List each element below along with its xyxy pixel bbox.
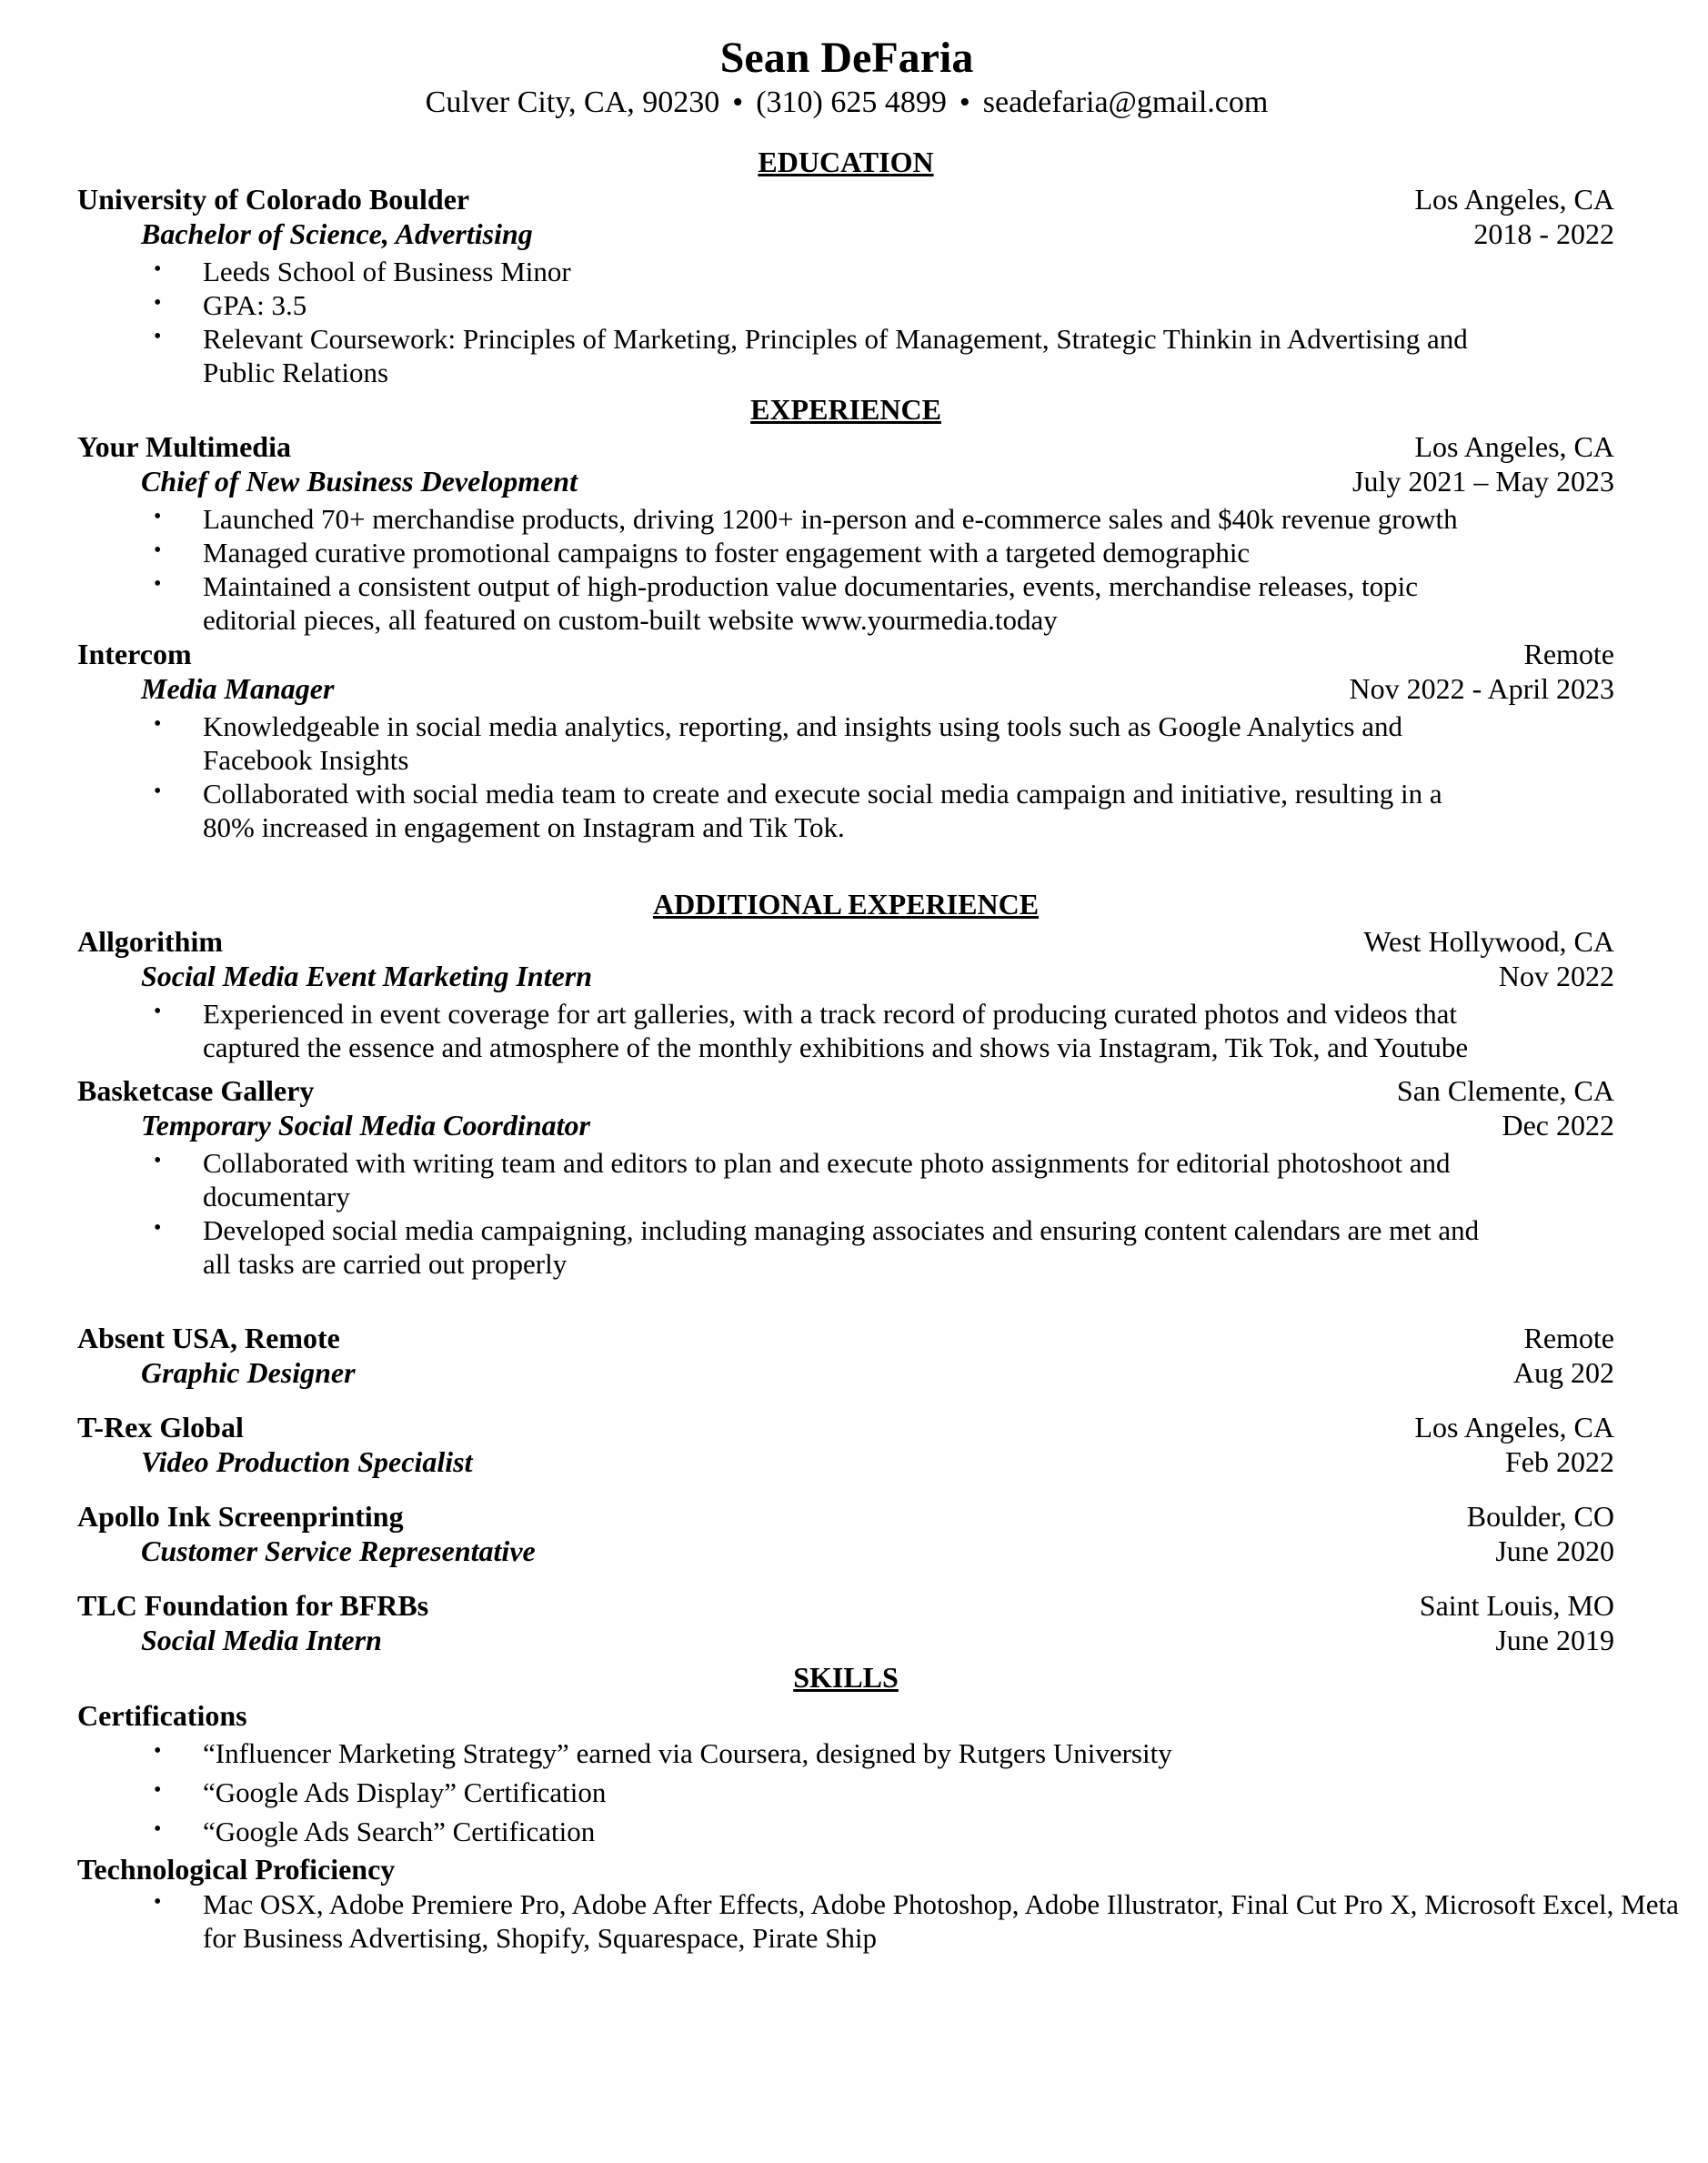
section-title-experience: EXPERIENCE — [750, 393, 941, 426]
skills-certifications-label: Certifications — [77, 1699, 247, 1732]
additional-entry — [77, 924, 1614, 1064]
contact-separator: • — [959, 86, 970, 119]
entry-org: T-Rex Global — [77, 1411, 244, 1444]
entry-location: Remote — [1523, 1322, 1614, 1354]
entry-date: Dec 2022 — [1502, 1109, 1614, 1142]
entry-date: Nov 2022 - April 2023 — [1349, 672, 1614, 705]
entry-date: July 2021 – May 2023 — [1352, 465, 1614, 498]
entry-org: TLC Foundation for BFRBs — [77, 1589, 429, 1622]
entry-location: West Hollywood, CA — [1363, 925, 1614, 958]
bullet-item: • GPA: 3.5 — [203, 288, 1487, 322]
entry-date: June 2019 — [1495, 1624, 1614, 1656]
resume-content — [77, 142, 1679, 1955]
bullet-item: • Maintained a consistent output of high-production value documentaries, events, merchandise releases, topic editorial pieces, all featured on custom-built website www.yourmedia.today — [203, 569, 1487, 637]
entry-org: Intercom — [77, 638, 192, 670]
entry-date: Nov 2022 — [1498, 960, 1614, 992]
bullet-item: • Launched 70+ merchandise products, driving 1200+ in-person and e-commerce sales and $40k revenue growth — [203, 502, 1487, 536]
additional-entry — [77, 1499, 1614, 1568]
entry-bullets — [77, 709, 1487, 844]
entry-bullets — [77, 502, 1487, 637]
bullet-item: • Leeds School of Business Minor — [203, 255, 1487, 288]
entry-location: Boulder, CO — [1466, 1500, 1614, 1533]
entry-date: 2018 - 2022 — [1473, 217, 1614, 250]
entry-date: Aug 202 — [1512, 1356, 1614, 1389]
entry-location: Saint Louis, MO — [1419, 1589, 1614, 1622]
additional-entry — [77, 1073, 1614, 1281]
additional-entry — [77, 1410, 1614, 1479]
education-entry — [77, 182, 1614, 389]
entry-role: Social Media Intern — [141, 1624, 382, 1656]
entry-org: Allgorithim — [77, 925, 223, 958]
bullet-item: • Knowledgeable in social media analytics, reporting, and insights using tools such as Google Analytics and Facebook Insights — [203, 709, 1487, 777]
experience-entry — [77, 637, 1614, 844]
experience-entry — [77, 429, 1614, 637]
entry-bullets — [77, 1146, 1487, 1281]
certifications-list — [77, 1734, 1487, 1851]
bullet-item: • Managed curative promotional campaigns to foster engagement with a targeted demographic — [203, 536, 1487, 569]
section-title-additional-experience: ADDITIONAL EXPERIENCE — [652, 888, 1040, 921]
entry-org: Your Multimedia — [77, 430, 291, 463]
additional-entry — [77, 1588, 1614, 1657]
entry-role: Temporary Social Media Coordinator — [141, 1109, 590, 1142]
section-title-skills: SKILLS — [793, 1661, 899, 1694]
entry-bullets — [77, 255, 1487, 389]
entry-role: Chief of New Business Development — [141, 465, 578, 498]
entry-location: Los Angeles, CA — [1414, 183, 1614, 216]
entry-location: Los Angeles, CA — [1414, 1411, 1614, 1444]
entry-role: Media Manager — [141, 672, 335, 705]
entry-location: Los Angeles, CA — [1414, 430, 1614, 463]
bullet-item: • “Influencer Marketing Strategy” earned via Coursera, designed by Rutgers University — [203, 1734, 1487, 1773]
entry-location: San Clemente, CA — [1396, 1074, 1614, 1107]
entry-bullets — [77, 997, 1487, 1064]
contact-line — [0, 80, 1693, 126]
contact-location: Culver City, CA, 90230 — [425, 86, 720, 119]
bullet-item: • Relevant Coursework: Principles of Marketing, Principles of Management, Strategic Thinkin in Advertising and Public Relations — [203, 322, 1487, 389]
entry-org: University of Colorado Boulder — [77, 183, 470, 216]
bullet-item: • Mac OSX, Adobe Premiere Pro, Adobe After Effects, Adobe Photoshop, Adobe Illustrator, Final Cut Pro X, Microsoft Excel, Meta for Business Advertising, Shopify, Squarespace, Pirate Ship — [203, 1887, 1694, 1955]
bullet-item: • “Google Ads Search” Certification — [203, 1812, 1487, 1851]
entry-date: Feb 2022 — [1505, 1445, 1614, 1478]
contact-email: seadefaria@gmail.com — [982, 86, 1269, 119]
bullet-item: • Collaborated with social media team to create and execute social media campaign and initiative, resulting in a 80% increased in engagement on Instagram and Tik Tok. — [203, 777, 1487, 844]
bullet-item: • Collaborated with writing team and editors to plan and execute photo assignments for editorial photoshoot and documentary — [203, 1146, 1487, 1213]
entry-org: Apollo Ink Screenprinting — [77, 1500, 404, 1533]
entry-date: June 2020 — [1495, 1534, 1614, 1567]
entry-role: Customer Service Representative — [141, 1534, 536, 1567]
bullet-item: • Developed social media campaigning, including managing associates and ensuring content calendars are met and all tasks are carried out properly — [203, 1213, 1487, 1281]
contact-phone: (310) 625 4899 — [756, 86, 947, 119]
entry-org: Basketcase Gallery — [77, 1074, 315, 1107]
technology-list — [77, 1887, 1694, 1955]
candidate-name: Sean DeFaria — [719, 34, 974, 82]
bullet-item: • “Google Ads Display” Certification — [203, 1773, 1487, 1812]
entry-location: Remote — [1523, 638, 1614, 670]
entry-role: Video Production Specialist — [141, 1445, 473, 1478]
entry-org: Absent USA, Remote — [77, 1322, 340, 1354]
entry-role: Bachelor of Science, Advertising — [141, 217, 533, 250]
section-title-education: EDUCATION — [758, 146, 934, 178]
additional-entry — [77, 1321, 1614, 1390]
contact-separator: • — [732, 86, 744, 119]
bullet-item: • Experienced in event coverage for art galleries, with a track record of producing curated photos and videos that captured the essence and atmosphere of the monthly exhibitions and shows via Instagram, Tik Tok, and Youtube — [203, 997, 1487, 1064]
entry-role: Social Media Event Marketing Intern — [141, 960, 593, 992]
entry-role: Graphic Designer — [141, 1356, 356, 1389]
skills-technology-label: Technological Proficiency — [77, 1853, 396, 1886]
